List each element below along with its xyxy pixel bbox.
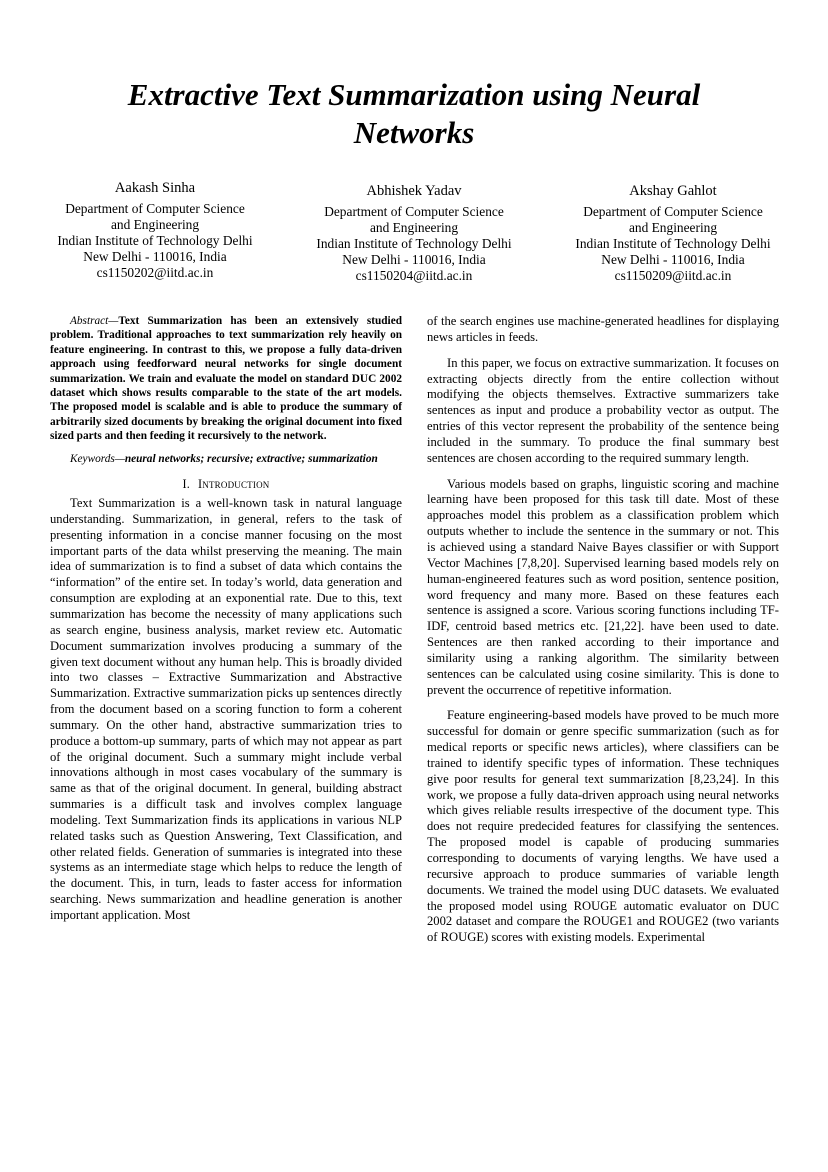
author-city: New Delhi - 110016, India (83, 249, 227, 264)
paper-title: Extractive Text Summarization using Neural Networks (127, 77, 701, 150)
body-paragraph: Feature engineering-based models have proved to be much more successful for domain or genre specific summarization (such as for medical reports or specific news articles), where classifiers can be trained to identify specific types of information. These techniques give poor results for general text summarization [8,23,24]. In this work, we propose a fully data-driven approach using neural networks which gives reliable results irrespective of the document type. This does not require predecided features for classifying the sentences. The proposed model is capable of producing summaries corresponding to documents of varying lengths. We have used a recursive approach to produce summaries of variable length documents. We trained the model using DUC datasets. We evaluated the proposed model using ROUGE automatic evaluator on DUC 2002 dataset and compare the ROUGE1 and ROUGE2 (two variants of ROUGE) scores with existing models. Experimental (427, 708, 779, 945)
abstract (50, 314, 402, 444)
author-email: cs1150209@iitd.ac.in (614, 268, 732, 283)
body-paragraph-continued: of the search engines use machine-generated headlines for displaying news articles in feeds. (427, 314, 779, 344)
author-block (558, 182, 788, 284)
author-department-cont: and Engineering (110, 217, 200, 232)
author-name: Aakash Sinha (114, 180, 196, 196)
body-paragraph: In this paper, we focus on extractive summarization. It focuses on extracting objects directly from the entire collection without modifying the objects themselves. Extractive summarizers take sentences as input and produce a probability vector as output. The entries of this vector represent the probability of the sentence being included in the summary. To produce the final summary best sentences are chosen according to the required summary length. (427, 355, 779, 465)
author-institution: Indian Institute of Technology Delhi (575, 236, 771, 251)
body-paragraph: Various models based on graphs, linguistic scoring and machine learning have been proposed for this task till date. Most of these approaches model this problem as a classification problem which outputs whether to include the sentence in the summary or not. This is achieved using a standard Naive Bayes classifier or with Support Vector Machines [7,8,20]. Supervised learning based models rely on human-engineered features such as word position, sentence position, word frequency and many more. Based on these features each sentence is assigned a score. Various scoring functions including TF-IDF, centroid based metrics etc. [21,22]. have been used to date. Sentences are then ranked according to their importance and similarity using a ranking algorithm. The similarity between sentences can be calculated using cosine similarity. This is done to prevent the occurrence of repetitive information. (427, 476, 779, 697)
intro-paragraph: Text Summarization is a well-known task in natural language understanding. Summarization, in general, refers to the task of presenting information in a concise manner focusing on the most important parts of the data whilst preserving the meaning. The main idea of summarization is to find a subset of data which contains the “information” of the entire set. In today’s world, data generation and consumption are exploding at an exponential rate. Due to this, text summarization has become the necessity of many applications such as search engine, business analysis, market review etc. Automatic Document summarization involves producing a summary of the given text document without any human help. This is broadly divided into two classes – Extractive Summarization and Abstractive Summarization. Extractive summarization picks up sentences directly from the document based on a scoring function to form a coherent summary. On the other hand, abstractive summarization tries to produce a bottom-up summary, parts of which may not appear as part of the original document. Such a summary might include verbal innovations although in most cases vocabulary of the summary is same as that of the original document. In general, building abstract summaries is a difficult task and involves complex language modeling. Text Summarization finds its applications in various NLP related tasks such as Question Answering, Text Classification, and other related fields. Generation of summaries is integrated into these systems as an intermediate stage which helps to reduce the length of the document. This, in turn, leads to faster access for information searching. News summarization and headline generation is another important application. Most (50, 496, 402, 922)
author-email: cs1150204@iitd.ac.in (355, 268, 473, 283)
keywords-text: neural networks; recursive; extractive; summarization (124, 452, 378, 465)
section-title: Introduction (198, 477, 270, 492)
author-department: Department of Computer Science (65, 201, 245, 216)
author-institution: Indian Institute of Technology Delhi (57, 233, 253, 248)
abstract-text: Text Summarization has been an extensively studied problem. Traditional approaches to text summarization rely heavily on feature engineering. In contrast to this, we propose a fully data-driven approach using feedforward neural networks for single document summarization. We train and evaluate the model on standard DUC 2002 dataset which shows results comparable to the state of the art models. The proposed model is scalable and is able to produce the summary of arbitrarily sized documents by breaking the original document into fixed sized parts and then feeding it recursively to the network. (50, 315, 402, 443)
author-block (40, 179, 270, 281)
left-column (50, 314, 402, 931)
abstract-label: Abstract— (70, 315, 119, 327)
right-column (427, 314, 779, 953)
author-department-cont: and Engineering (369, 220, 459, 235)
author-department-cont: and Engineering (628, 220, 718, 235)
author-city: New Delhi - 110016, India (342, 252, 486, 267)
section-heading-introduction (50, 476, 402, 492)
author-email: cs1150202@iitd.ac.in (96, 265, 214, 280)
author-name: Abhishek Yadav (366, 183, 462, 199)
keywords (50, 452, 402, 466)
author-institution: Indian Institute of Technology Delhi (316, 236, 512, 251)
keywords-label: Keywords— (70, 452, 125, 465)
author-name: Akshay Gahlot (629, 183, 717, 199)
author-block (299, 182, 529, 284)
author-department: Department of Computer Science (324, 204, 504, 219)
author-city: New Delhi - 110016, India (601, 252, 745, 267)
author-department: Department of Computer Science (583, 204, 763, 219)
section-number: I. (182, 477, 191, 492)
